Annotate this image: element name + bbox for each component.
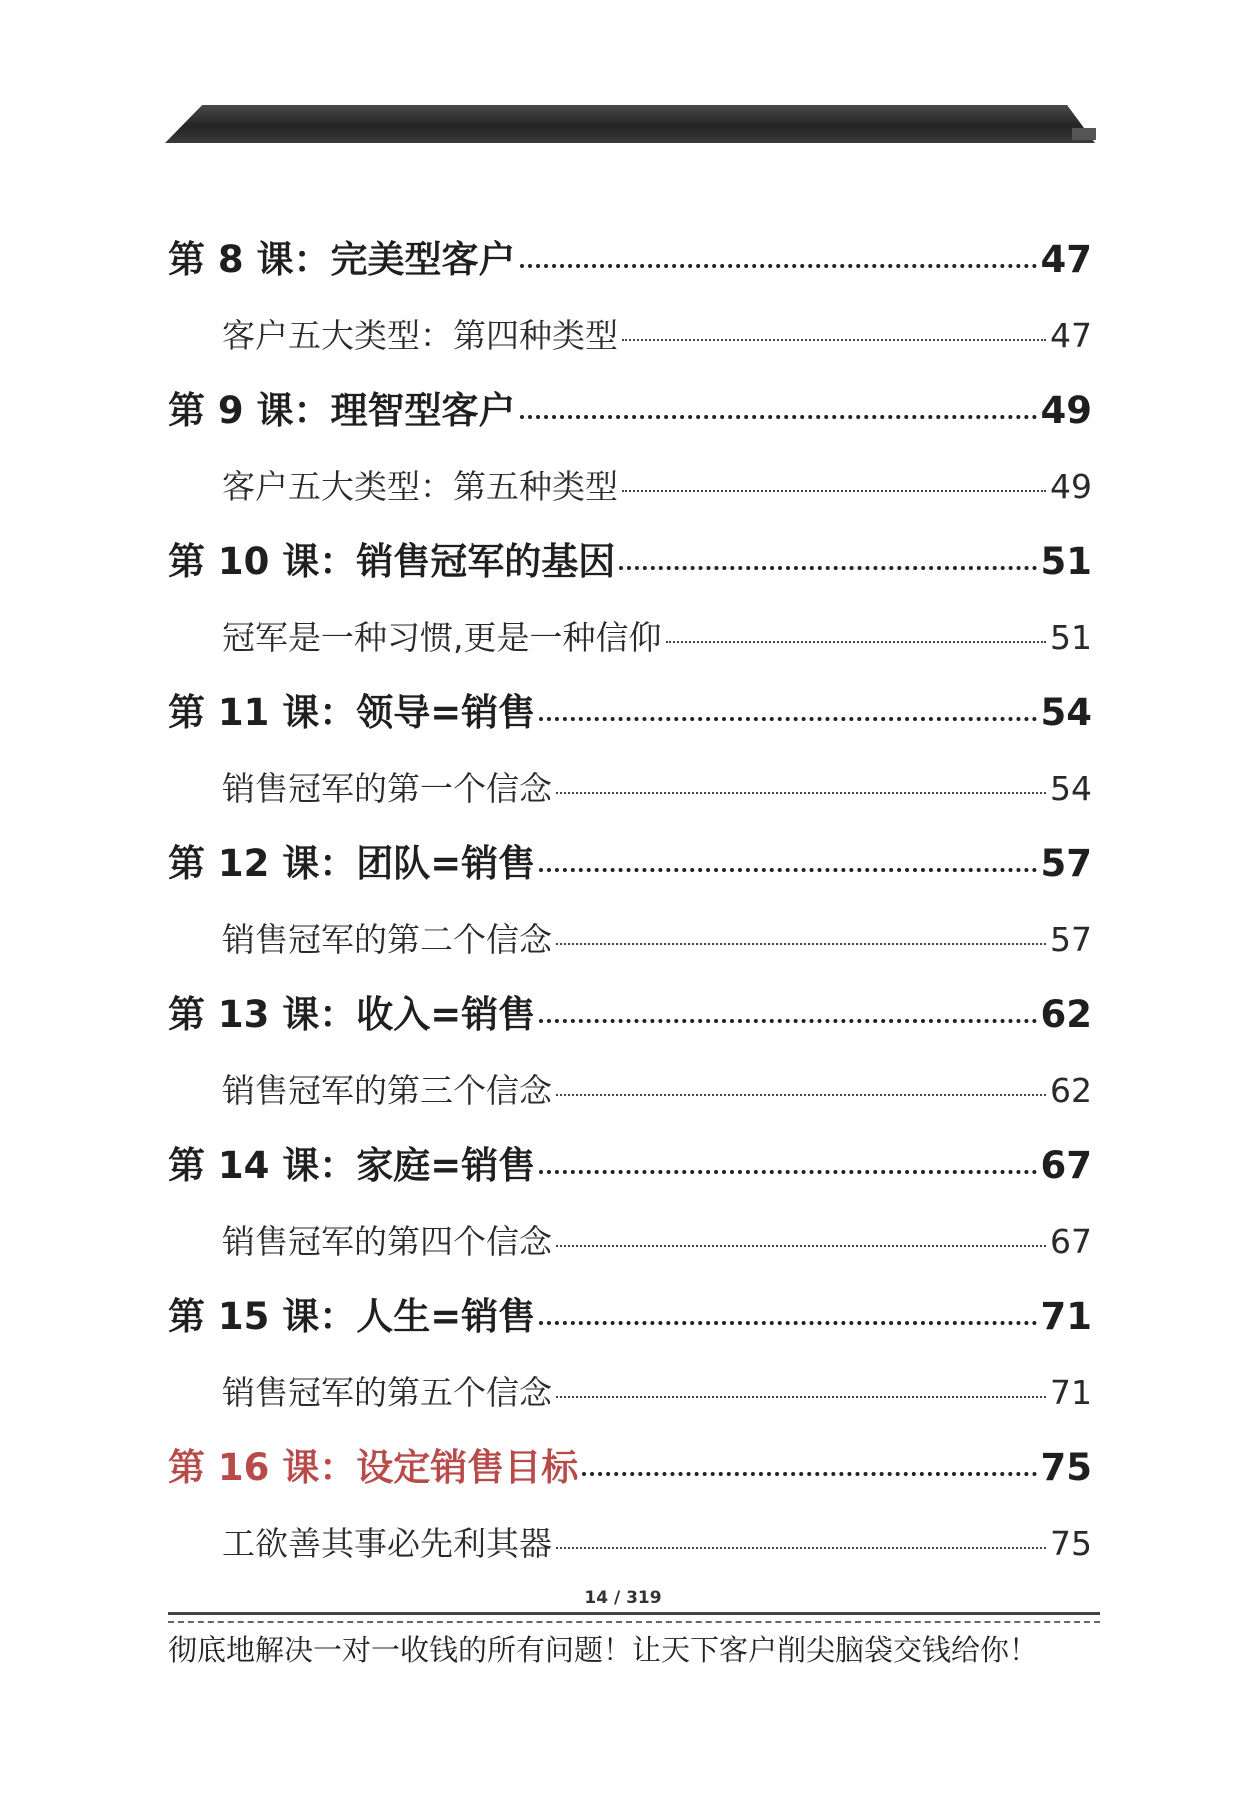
toc-entry-title: 客户五大类型：第四种类型 <box>222 315 618 355</box>
dot-leader <box>666 616 1047 649</box>
toc-entry-title: 销售冠军的第一个信念 <box>222 768 552 808</box>
toc-entry-page: 62 <box>1040 993 1092 1036</box>
toc-entry-sub[interactable] <box>168 902 1092 978</box>
dot-leader <box>619 537 1036 574</box>
dot-leader <box>539 688 1036 725</box>
toc-entry-title: 冠军是一种习惯,更是一种信仰 <box>222 617 662 657</box>
dot-leader <box>539 1141 1036 1178</box>
toc-entry-lesson-16[interactable] <box>168 1430 1092 1506</box>
toc-entry-title: 工欲善其事必先利其器 <box>222 1523 552 1563</box>
toc-entry-title: 销售冠军的第二个信念 <box>222 919 552 959</box>
toc-entry-lesson-9[interactable] <box>168 373 1092 449</box>
toc-entry-title: 销售冠军的第五个信念 <box>222 1372 552 1412</box>
toc-entry-page: 71 <box>1050 1372 1092 1412</box>
toc-entry-lesson-10[interactable] <box>168 524 1092 600</box>
toc-entry-page: 51 <box>1040 540 1092 583</box>
toc-entry-page: 62 <box>1050 1070 1092 1110</box>
toc-entry-title: 第 12 课：团队=销售 <box>168 842 536 885</box>
toc-entry-title: 第 10 课：销售冠军的基因 <box>168 540 616 583</box>
dot-leader <box>556 1069 1046 1102</box>
footer-divider <box>168 1612 1100 1623</box>
toc-entry-lesson-8[interactable] <box>168 222 1092 298</box>
toc-entry-page: 54 <box>1050 768 1092 808</box>
toc-entry-page: 47 <box>1040 238 1092 281</box>
toc-entry-sub[interactable] <box>168 298 1092 374</box>
toc-entry-title: 销售冠军的第四个信念 <box>222 1221 552 1261</box>
dot-leader <box>539 839 1036 876</box>
dot-leader <box>556 918 1046 951</box>
dot-leader <box>622 465 1046 498</box>
toc-entry-title: 第 15 课：人生=销售 <box>168 1295 536 1338</box>
toc-entry-page: 51 <box>1050 617 1092 657</box>
toc-entry-page: 75 <box>1040 1446 1092 1489</box>
toc-entry-sub[interactable] <box>168 1204 1092 1280</box>
dot-leader <box>556 767 1046 800</box>
toc-entry-page: 54 <box>1040 691 1092 734</box>
toc-entry-lesson-13[interactable] <box>168 977 1092 1053</box>
table-of-contents <box>168 222 1092 1581</box>
header-decoration-tip <box>1072 128 1096 140</box>
footer-slogan: 彻底地解决一对一收钱的所有问题！让天下客户削尖脑袋交钱给你！ <box>168 1633 1039 1667</box>
toc-entry-sub[interactable] <box>168 449 1092 525</box>
toc-entry-page: 49 <box>1040 389 1092 432</box>
toc-entry-title: 客户五大类型：第五种类型 <box>222 466 618 506</box>
toc-entry-title: 第 16 课：设定销售目标 <box>168 1446 579 1489</box>
toc-entry-sub[interactable] <box>168 600 1092 676</box>
toc-entry-page: 57 <box>1040 842 1092 885</box>
toc-entry-title: 第 8 课：完美型客户 <box>168 238 516 281</box>
toc-entry-page: 75 <box>1050 1523 1092 1563</box>
toc-entry-sub[interactable] <box>168 751 1092 827</box>
dot-leader <box>539 1292 1036 1329</box>
dot-leader <box>556 1371 1046 1404</box>
dot-leader <box>539 990 1036 1027</box>
toc-entry-page: 71 <box>1040 1295 1092 1338</box>
dot-leader <box>622 314 1046 347</box>
dot-leader <box>520 235 1037 272</box>
toc-entry-lesson-11[interactable] <box>168 675 1092 751</box>
toc-entry-title: 第 11 课：领导=销售 <box>168 691 536 734</box>
toc-entry-sub[interactable] <box>168 1506 1092 1582</box>
toc-entry-lesson-14[interactable] <box>168 1128 1092 1204</box>
toc-entry-sub[interactable] <box>168 1053 1092 1129</box>
toc-entry-lesson-12[interactable] <box>168 826 1092 902</box>
toc-entry-page: 57 <box>1050 919 1092 959</box>
toc-entry-page: 67 <box>1050 1221 1092 1261</box>
toc-entry-lesson-15[interactable] <box>168 1279 1092 1355</box>
toc-entry-page: 67 <box>1040 1144 1092 1187</box>
toc-entry-sub[interactable] <box>168 1355 1092 1431</box>
dot-leader <box>556 1220 1046 1253</box>
dot-leader <box>582 1443 1036 1480</box>
dot-leader <box>520 386 1037 423</box>
toc-entry-title: 第 14 课：家庭=销售 <box>168 1144 536 1187</box>
toc-entry-page: 49 <box>1050 466 1092 506</box>
toc-entry-title: 第 9 课：理智型客户 <box>168 389 516 432</box>
header-decoration-bar <box>165 105 1095 143</box>
toc-entry-title: 第 13 课：收入=销售 <box>168 993 536 1036</box>
page-number: 14 / 319 <box>584 1588 662 1608</box>
toc-entry-title: 销售冠军的第三个信念 <box>222 1070 552 1110</box>
dot-leader <box>556 1522 1046 1555</box>
toc-entry-page: 47 <box>1050 315 1092 355</box>
